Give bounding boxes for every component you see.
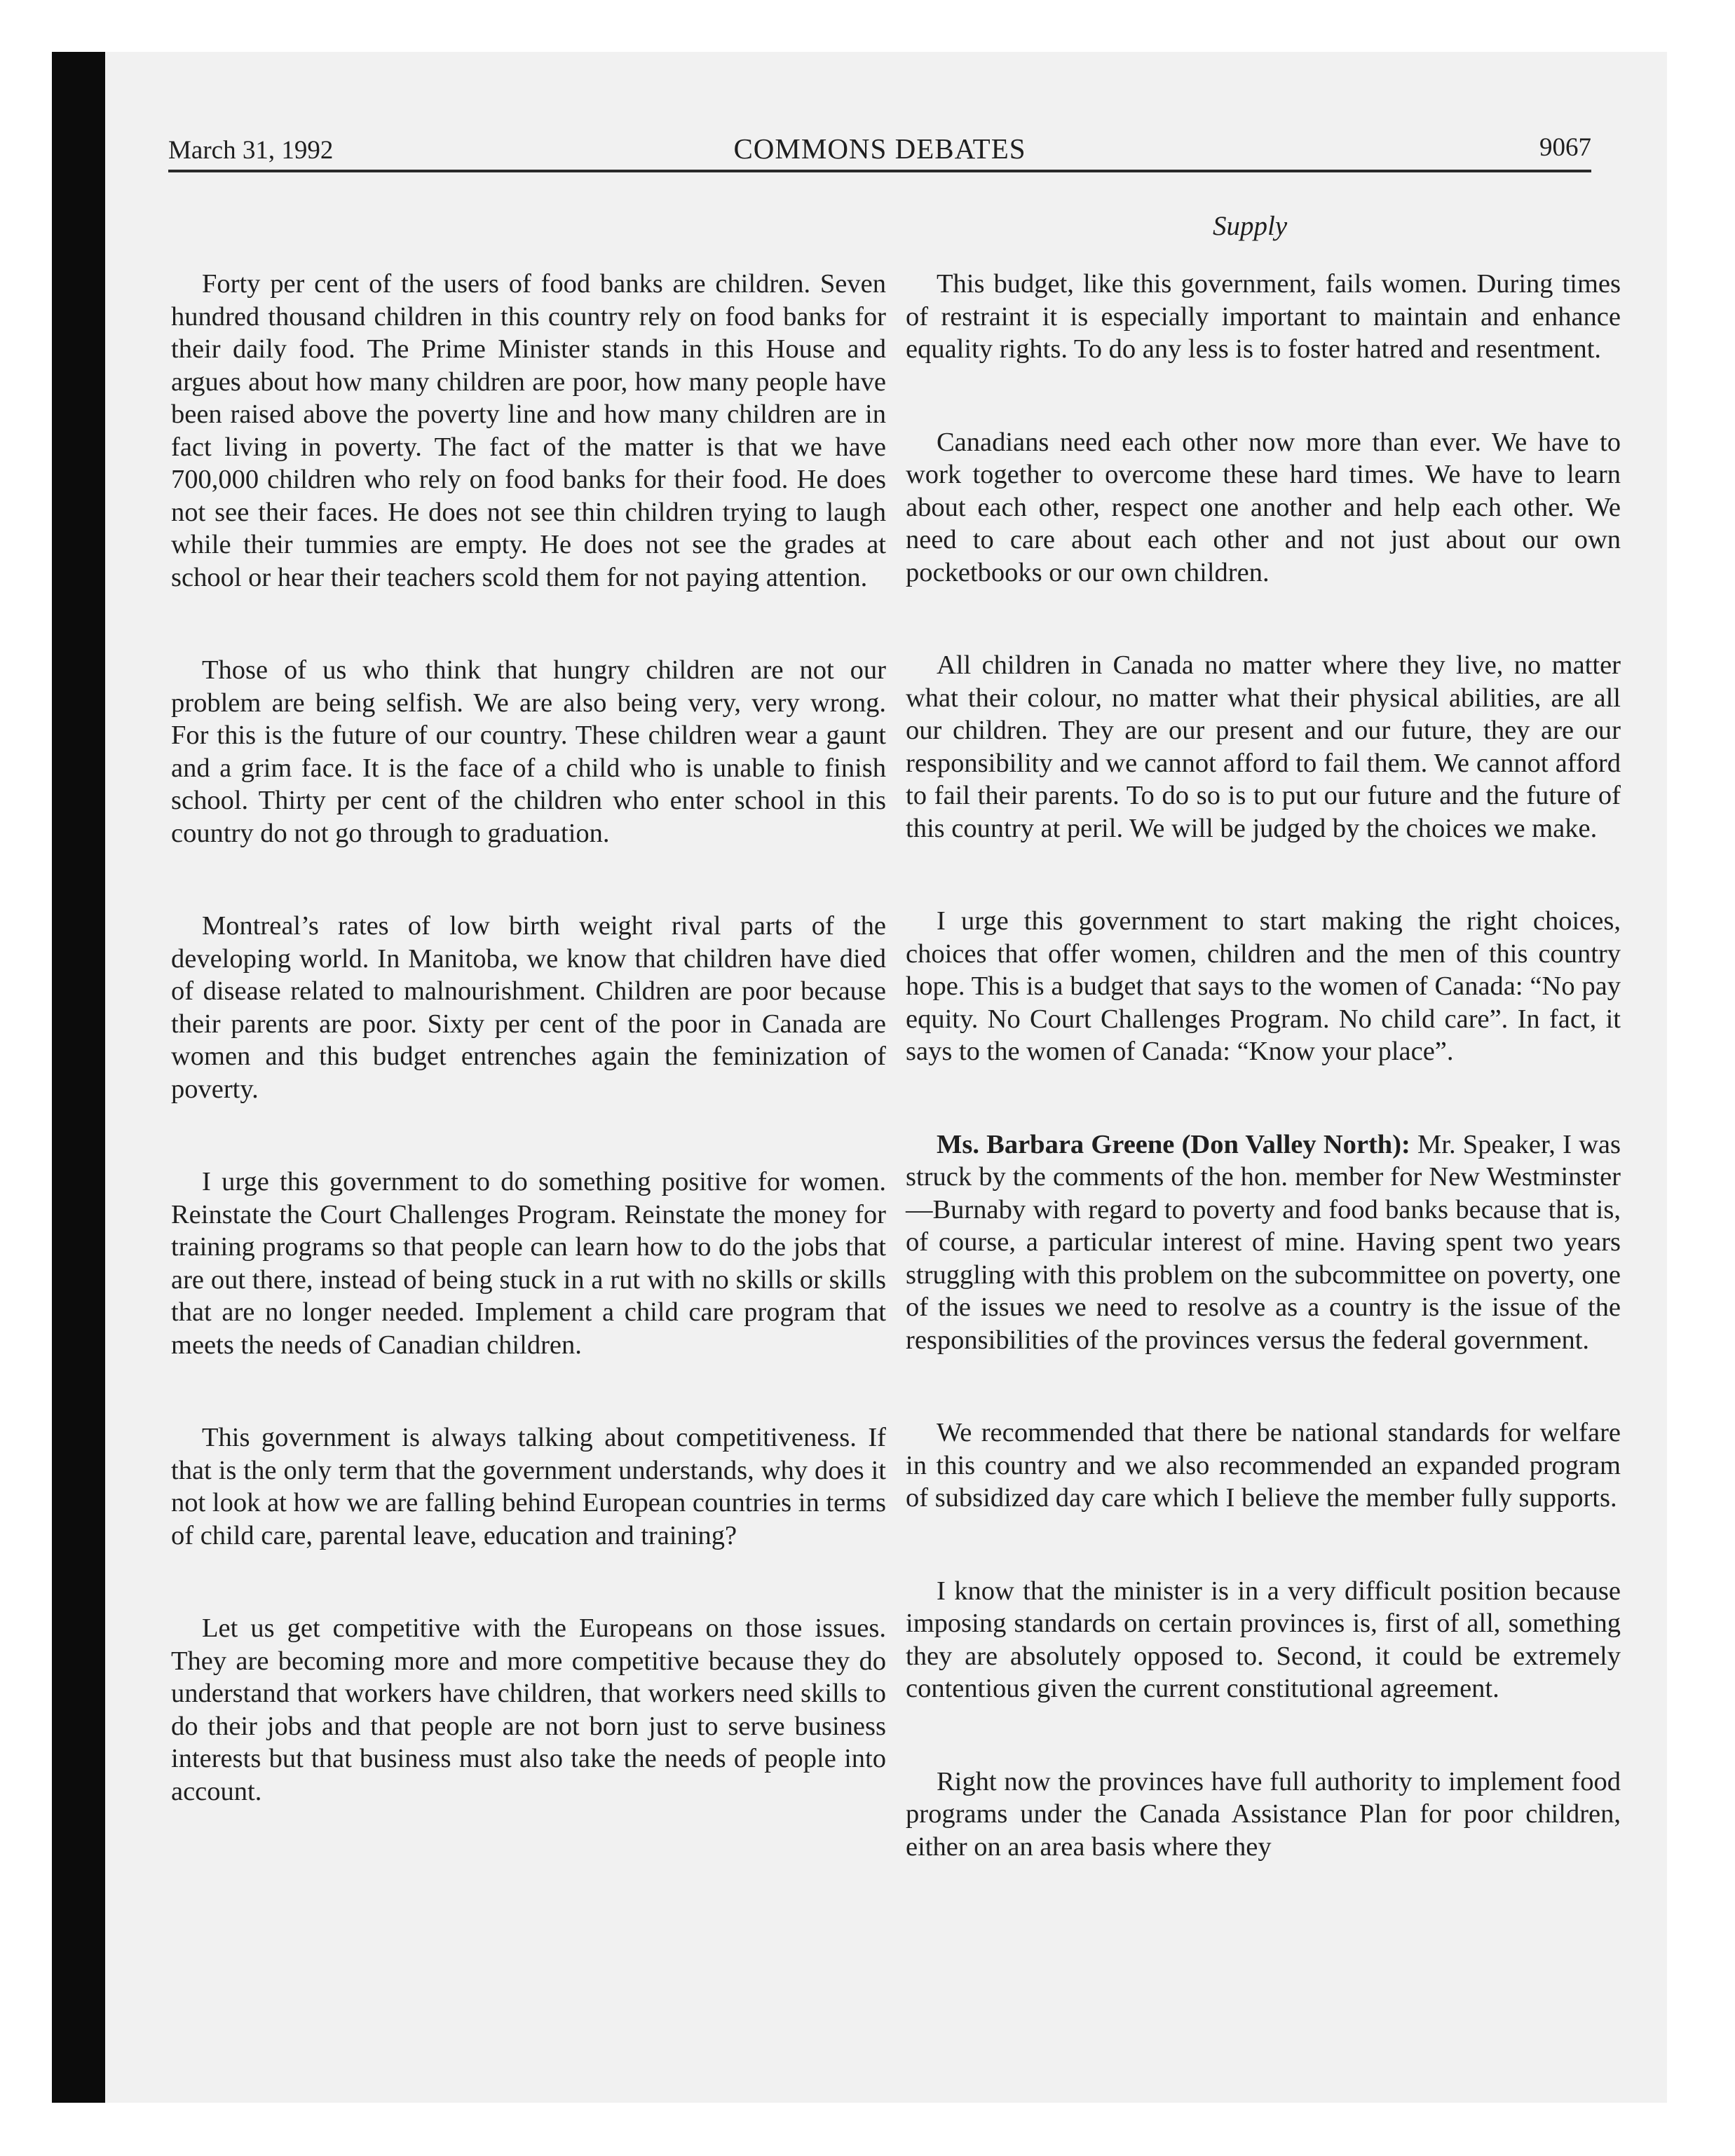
header-title: COMMONS DEBATES [733,132,1026,165]
paragraph: All children in Canada no matter where they live, no matter what their colour, no matter what their physical abilities, are all our children. They are our present and our future, they are our responsibility and we cannot afford to fail them. We cannot afford to fail their parents. To do so is to put our future and the future of this country at peril. We will be judged by the choices we make. [906,650,1621,843]
paragraph: Forty per cent of the users of food banks are children. Seven hundred thousand children in this country rely on food banks for their daily food. The Prime Minister stands in this House and argues about how many children are poor, how many people have been raised above the poverty line and how many children are in fact living in poverty. The fact of the matter is that we have 700,000 children who rely on food banks for their food. He does not see their faces. He does not see thin children trying to laugh while their tummies are empty. He does not see the grades at school or hear their teachers scold them for not paying attention. [171,269,886,592]
paragraph: This government is always talking about competitiveness. If that is the only term that the government understands, why does it not look at how we are falling behind European countries in terms of child care, parental leave, education and training? [171,1423,886,1550]
speaker-text: Mr. Speaker, I was struck by the comments of the hon. member for New Westminster—Burnaby with regard to poverty and food banks because that is, of course, a particular interest of mine. Having spent two years struggling with this problem on the subcommittee on poverty, one of the issues we need to resolve as a country is the issue of the responsibilities of the provinces versus the federal government. [906,1129,1621,1355]
paragraph: Montreal’s rates of low birth weight rival parts of the developing world. In Manitoba, we know that children have died of disease related to malnourishment. Children are poor because their parents are poor. Sixty per cent of the poor in Canada are women and this budget entrenches again the feminization of poverty. [171,911,886,1104]
page-number: 9067 [1539,133,1591,162]
paragraph: I urge this government to do something positive for women. Reinstate the Court Challenges Program. Reinstate the money for training programs so that people can learn how to do the jobs that are out there, instead of being stuck in a rut with no skills or skills that are no longer needed. Implement a child care program that meets the needs of Canadian children. [171,1167,886,1360]
paragraph: Those of us who think that hungry children are not our problem are being selfish. We are also being very, very wrong. For this is the future of our country. These children wear a gaunt and a grim face. It is the face of a child who is unable to finish school. Thirty per cent of the children who enter school in this country do not go through to graduation. [171,655,886,848]
binding-shadow [52,52,105,2103]
right-column [906,268,1621,1863]
speaker-paragraph [906,1128,1621,1357]
header-date: March 31, 1992 [168,136,334,165]
paragraph: Right now the provinces have full authority to implement food programs under the Canada Assistance Plan for poor children, either on an area basis where they [906,1766,1621,1862]
section-label: Supply [1213,211,1288,241]
left-column [171,268,886,1808]
speaker-name: Ms. Barbara Greene (Don Valley North): [937,1129,1410,1159]
paragraph: I know that the minister is in a very difficult position because imposing standards on certain provinces is, first of all, something they are absolutely opposed to. Second, it could be extremely contentious given the current constitutional agreement. [906,1576,1621,1703]
page-header [168,125,1591,172]
paragraph: We recommended that there be national standards for welfare in this country and we also recommended an expanded program of subsidized day care which I believe the member fully supports. [906,1418,1621,1513]
paragraph: This budget, like this government, fails women. During times of restraint it is especially important to maintain and enhance equality rights. To do any less is to foster hatred and resentment. [906,269,1621,364]
paragraph: Let us get competitive with the Europeans on those issues. They are becoming more and more competitive because they do understand that workers have children, that workers need skills to do their jobs and that people are not born just to serve business interests but that business must also take the needs of people into account. [171,1613,886,1806]
paragraph: I urge this government to start making the right choices, choices that offer women, children and the men of this country hope. This is a budget that says to the women of Canada: “No pay equity. No Court Challenges Program. No child care”. In fact, it says to the women of Canada: “Know your place”. [906,906,1621,1066]
paragraph: Canadians need each other now more than ever. We have to work together to overcome these hard times. We have to learn about each other, respect one another and help each other. We need to care about each other and not just about our own pocketbooks or our own children. [906,427,1621,587]
